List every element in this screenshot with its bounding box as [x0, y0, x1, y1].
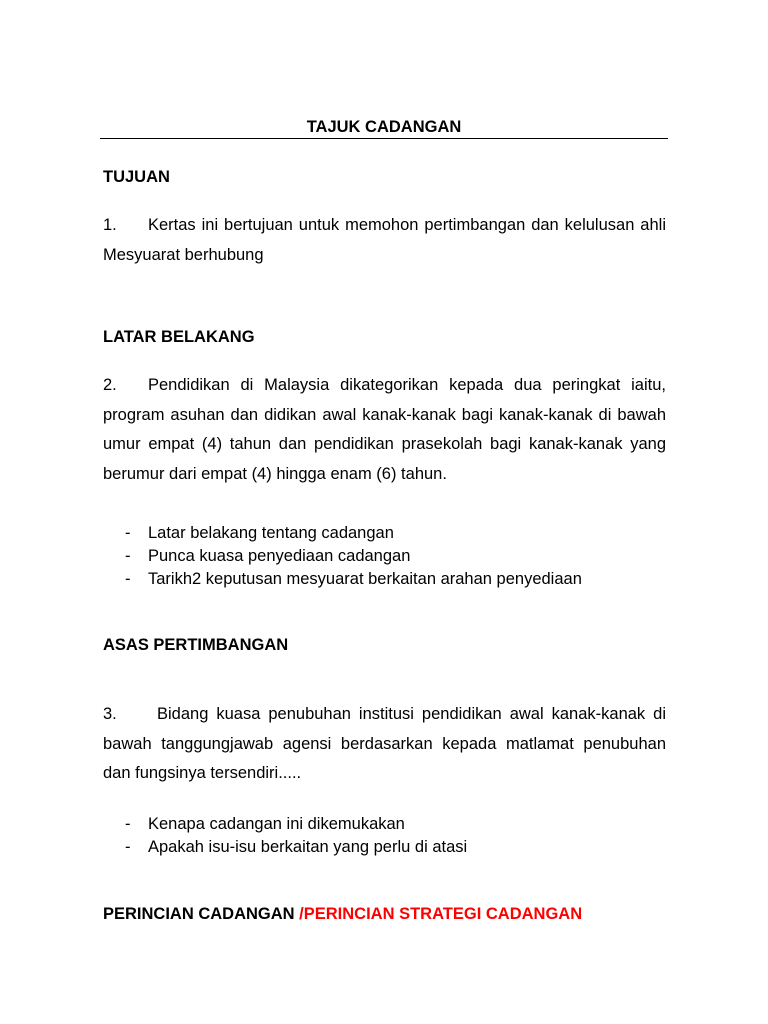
heading-tujuan: TUJUAN [103, 168, 170, 186]
paragraph-1-number: 1. [103, 216, 117, 234]
list-item [125, 545, 582, 568]
bullet-dash: - [125, 570, 131, 588]
paragraph-3 [103, 700, 666, 789]
paragraph-3-number: 3. [103, 705, 117, 723]
list-item [125, 836, 467, 859]
title-underline [100, 138, 668, 139]
list-item [125, 813, 467, 836]
list-item [125, 568, 582, 591]
bullet-text: Kenapa cadangan ini dikemukakan [148, 815, 405, 833]
bullet-text: Latar belakang tentang cadangan [148, 524, 394, 542]
bullet-text: Apakah isu-isu berkaitan yang perlu di atasi [148, 838, 468, 856]
heading-perincian-main: PERINCIAN CADANGAN [103, 905, 300, 923]
paragraph-2-text: Pendidikan di Malaysia dikategorikan kepada dua peringkat iaitu, program asuhan dan didikan awal kanak-kanak bagi kanak-kanak di bawah umur empat (4) tahun dan pendidikan prasekolah bagi kanak-kanak yang berumur dari empat (4) hingga enam (6) tahun. [103, 376, 666, 483]
bullet-dash: - [125, 838, 131, 856]
paragraph-3-text: Bidang kuasa penubuhan institusi pendidikan awal kanak-kanak di bawah tanggungjawab agensi berdasarkan kepada matlamat penubuhan dan fungsinya tersendiri..... [103, 705, 666, 782]
paragraph-1 [103, 211, 666, 270]
document-title: TAJUK CADANGAN [306, 118, 462, 136]
paragraph-2-number: 2. [103, 376, 117, 394]
bullet-text: Punca kuasa penyediaan cadangan [148, 547, 411, 565]
bullet-text: Tarikh2 keputusan mesyuarat berkaitan arahan penyediaan [148, 570, 582, 588]
paragraph-2 [103, 371, 666, 489]
heading-asas-pertimbangan: ASAS PERTIMBANGAN [103, 636, 289, 654]
paragraph-1-text: Kertas ini bertujuan untuk memohon pertimbangan dan kelulusan ahli Mesyuarat berhubung [103, 216, 666, 264]
bullet-dash: - [125, 524, 131, 542]
bullet-dash: - [125, 815, 131, 833]
list-item [125, 522, 582, 545]
bullet-dash: - [125, 547, 131, 565]
heading-perincian-strategi: /PERINCIAN STRATEGI CADANGAN [299, 905, 583, 923]
heading-perincian-cadangan [103, 905, 582, 924]
bullet-list-asas [125, 813, 467, 859]
heading-latar-belakang: LATAR BELAKANG [103, 328, 255, 346]
bullet-list-latar [125, 522, 582, 591]
